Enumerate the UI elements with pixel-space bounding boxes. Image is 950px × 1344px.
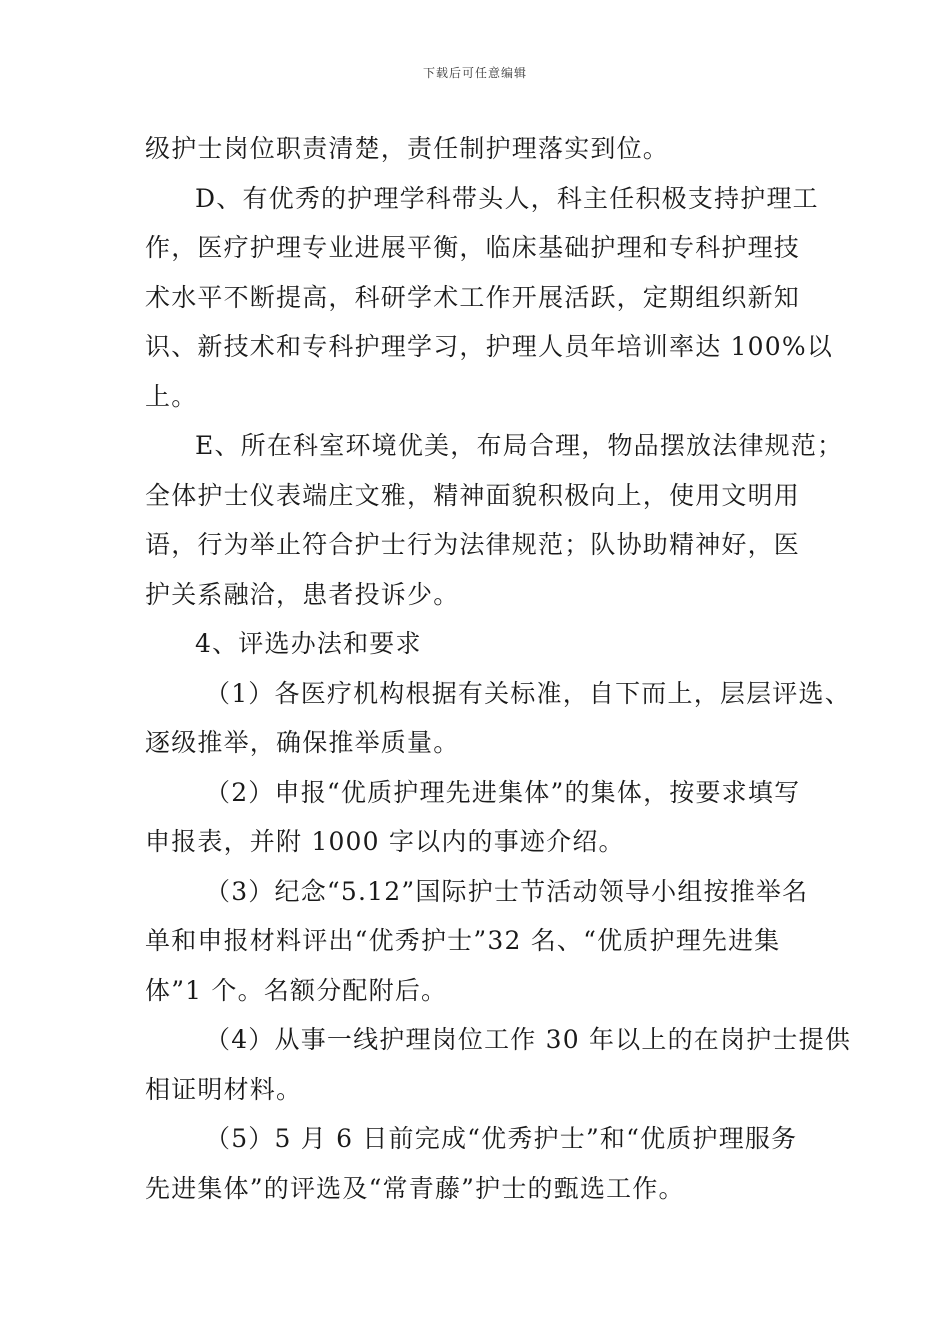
paragraph-continuation <box>145 124 825 174</box>
text-line: （5）5 月 6 日前完成“优秀护士”和“优质护理服务 <box>205 1124 798 1153</box>
text-line: 术水平不断提高，科研学术工作开展活跃，定期组织新知 <box>145 282 801 312</box>
text-line: 护关系融洽，患者投诉少。 <box>145 579 460 609</box>
text-line: 作，医疗护理专业进展平衡，临床基础护理和专科护理技 <box>145 233 801 262</box>
text-line: 逐级推举，确保推举质量。 <box>145 728 460 757</box>
section-heading-4 <box>145 619 825 669</box>
paragraph-item-d <box>145 174 834 422</box>
text-line: D、有优秀的护理学科带头人，科主任积极支持护理工 <box>195 183 819 213</box>
text-line: （3）纪念“5.12”国际护士节活动领导小组按推举名 <box>205 876 809 906</box>
text-line: 级护士岗位职责清楚，责任制护理落实到位。 <box>145 134 670 163</box>
paragraph-point-5 <box>145 1114 825 1213</box>
text-line: 上。 <box>145 381 198 411</box>
paragraph-point-3 <box>145 867 825 1016</box>
paragraph-point-2 <box>145 768 825 867</box>
text-line: 4、评选办法和要求 <box>195 629 422 658</box>
text-line: 全体护士仪表端庄文雅，精神面貌积极向上，使用文明用 <box>145 480 801 510</box>
paragraph-point-4 <box>145 1015 852 1114</box>
text-line: 申报表，并附 1000 字以内的事迹介绍。 <box>145 827 625 856</box>
text-line: 语，行为举止符合护士行为法律规范；队协助精神好，医 <box>145 530 801 559</box>
text-line: 相证明材料。 <box>145 1074 303 1104</box>
document-body <box>145 124 852 1213</box>
paragraph-item-e <box>145 421 844 619</box>
text-line: （4）从事一线护理岗位工作 30 年以上的在岗护士提供 <box>205 1025 852 1054</box>
text-line: 识、新技术和专科护理学习，护理人员年培训率达 100%以 <box>145 332 834 361</box>
text-line: 体”1 个。名额分配附后。 <box>145 975 448 1005</box>
text-line: （1）各医疗机构根据有关标准，自下而上，层层评选、 <box>205 678 851 708</box>
text-line: （2）申报“优质护理先进集体”的集体，按要求填写 <box>205 777 801 807</box>
text-line: E、所在科室环境优美，布局合理，物品摆放法律规范； <box>195 431 844 460</box>
paragraph-point-1 <box>145 669 851 768</box>
text-line: 单和申报材料评出“优秀护士”32 名、“优质护理先进集 <box>145 926 781 955</box>
text-line: 先进集体”的评选及“常青藤”护士的甄选工作。 <box>145 1173 685 1203</box>
page-header-note: 下载后可任意编辑 <box>422 66 527 80</box>
